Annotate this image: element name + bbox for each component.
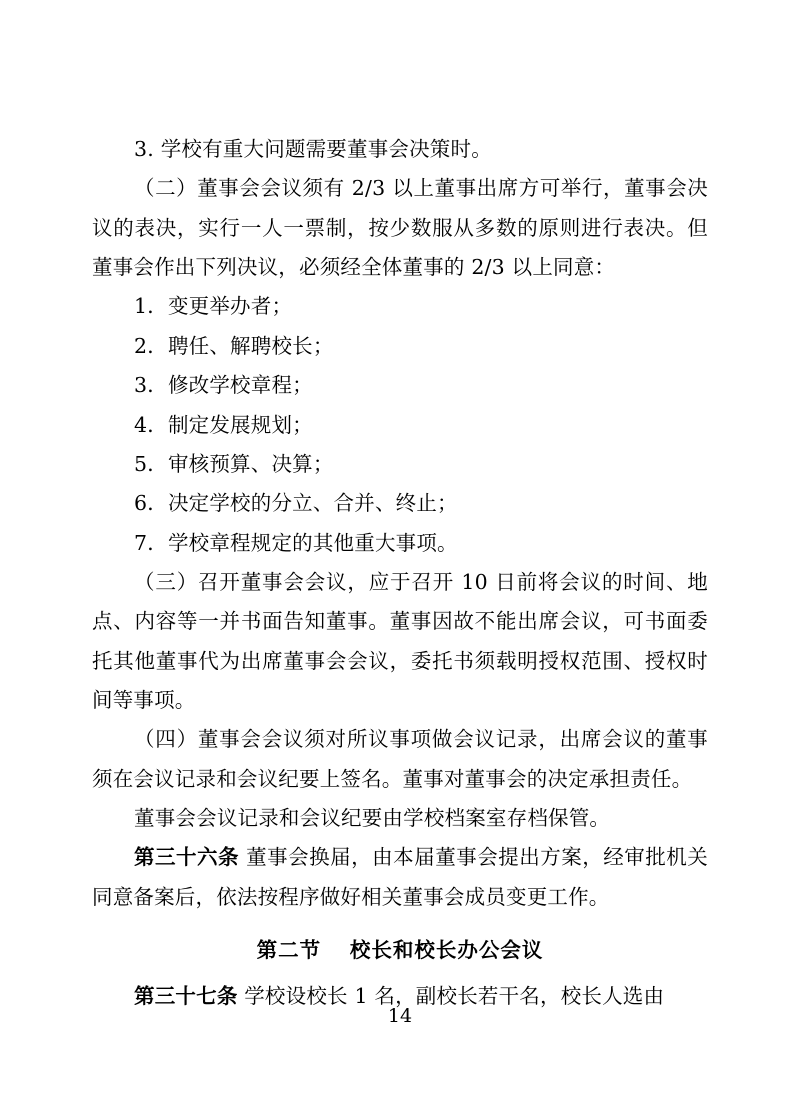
section-heading-title: 校长和校长办公会议 xyxy=(349,938,544,963)
article-37-text: 学校设校长 1 名，副校长若干名，校长人选由 xyxy=(244,983,665,1008)
list-item-3: 3．修改学校章程； xyxy=(134,373,313,398)
article-37-label: 第三十七条 xyxy=(134,983,238,1008)
paragraph-clause-4: （四）董事会会议须对所议事项做会议记录，出席会议的董事须在会议记录和会议纪要上签名。董事对董事会的决定承担责任。 xyxy=(92,727,708,791)
list-item-1: 1．变更举办者； xyxy=(134,294,293,319)
list-item-2: 2．聘任、解聘校长； xyxy=(134,333,334,358)
article-36-text: 董事会换届，由本届董事会提出方案，经审批机关同意备案后，依法按程序做好相关董事会成员变更工作。 xyxy=(92,845,709,909)
section-heading xyxy=(92,931,708,970)
section-heading-number: 第二节 xyxy=(256,938,322,963)
paragraph-clause-3: （三）召开董事会会议，应于召开 10 日前将会议的时间、地点、内容等一并书面告知董事。董事因故不能出席会议，可书面委托其他董事代为出席董事会会议，委托书须载明授权范围、授权时间等事项。 xyxy=(92,569,708,713)
list-item-4: 4．制定发展规划； xyxy=(134,412,313,437)
list-item-6: 6．决定学校的分立、合并、终止； xyxy=(134,491,458,516)
document-body xyxy=(92,130,708,1016)
paragraph-item-3: 3. 学校有重大问题需要董事会决策时。 xyxy=(134,137,492,161)
paragraph-clause-2: （二）董事会会议须有 2/3 以上董事出席方可举行，董事会决议的表决，实行一人一票制，按少数服从多数的原则进行表决。但董事会作出下列决议，必须经全体董事的 2/3 以上同意： xyxy=(92,176,708,280)
list-item-5: 5．审核预算、决算； xyxy=(134,451,334,476)
paragraph-archive: 董事会会议记录和会议纪要由学校档案室存档保管。 xyxy=(134,806,611,831)
page-number: 14 xyxy=(387,1005,413,1027)
article-36-label: 第三十六条 xyxy=(134,845,240,870)
article-36 xyxy=(92,838,708,917)
list-item-7: 7．学校章程规定的其他重大事项。 xyxy=(134,530,458,555)
